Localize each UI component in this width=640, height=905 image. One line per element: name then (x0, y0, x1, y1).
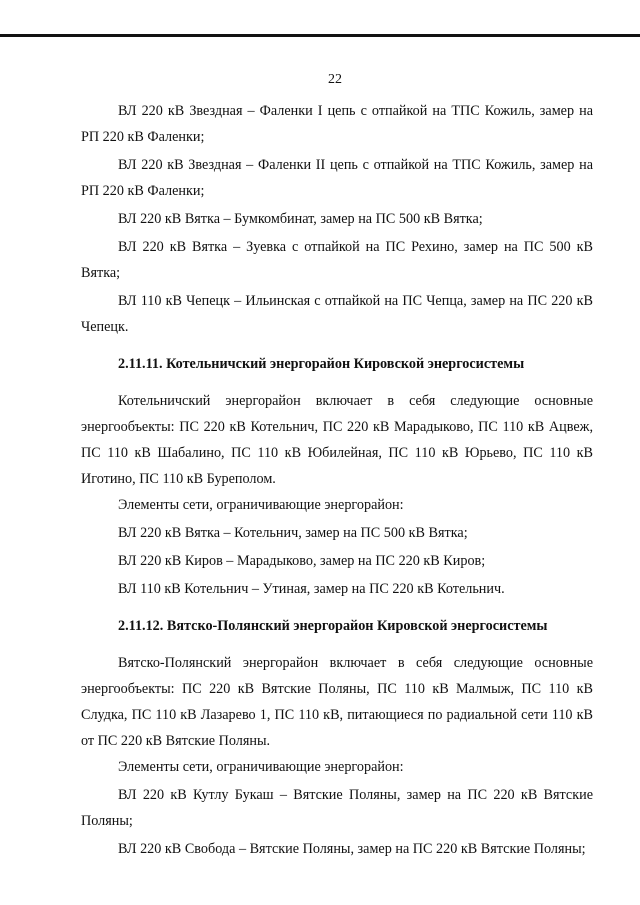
page-body (81, 98, 593, 862)
paragraph: ВЛ 220 кВ Киров – Марадыково, замер на ПС 220 кВ Киров; (118, 553, 486, 569)
section-heading: 2.11.11. Котельничский энергорайон Кировской энергосистемы (118, 356, 525, 372)
paragraph: ВЛ 220 кВ Вятка – Бумкомбинат, замер на ПС 500 кВ Вятка; (118, 211, 483, 227)
paragraph: Вятско-Полянский энергорайон включает в себя следующие основные энергообъекты: ПС 220 кВ Вятские Поляны, ПС 110 кВ Малмыж, ПС 110 кВ Слудка, ПС 110 кВ Лазарево 1, ПС 110 кВ, питающиеся по радиальной сети 110 кВ от ПС 220 кВ Вятские Поляны. (81, 655, 593, 749)
top-border-line (0, 34, 640, 37)
section-heading: 2.11.12. Вятско-Полянский энергорайон Кировской энергосистемы (118, 618, 548, 634)
paragraph: Котельничский энергорайон включает в себя следующие основные энергообъекты: ПС 220 кВ Котельнич, ПС 220 кВ Марадыково, ПС 110 кВ Ацвеж, ПС 110 кВ Шабалино, ПС 110 кВ Юбилейная, ПС 110 кВ Юрьево, ПС 110 кВ Иготино, ПС 110 кВ Буреполом. (81, 393, 593, 487)
paragraph: ВЛ 220 кВ Звездная – Фаленки II цепь с отпайкой на ТПС Кожиль, замер на РП 220 кВ Фаленки; (81, 157, 593, 199)
paragraph: Элементы сети, ограничивающие энергорайон: (118, 497, 404, 513)
paragraph: ВЛ 220 кВ Кутлу Букаш – Вятские Поляны, замер на ПС 220 кВ Вятские Поляны; (81, 787, 593, 829)
paragraph: ВЛ 220 кВ Свобода – Вятские Поляны, замер на ПС 220 кВ Вятские Поляны; (118, 841, 586, 857)
paragraph: ВЛ 220 кВ Звездная – Фаленки I цепь с отпайкой на ТПС Кожиль, замер на РП 220 кВ Фаленки; (81, 103, 593, 145)
paragraph: ВЛ 220 кВ Вятка – Зуевка с отпайкой на ПС Рехино, замер на ПС 500 кВ Вятка; (81, 239, 593, 281)
paragraph: Элементы сети, ограничивающие энергорайон: (118, 759, 404, 775)
paragraph: ВЛ 110 кВ Котельнич – Утиная, замер на ПС 220 кВ Котельнич. (118, 581, 505, 597)
paragraph: ВЛ 110 кВ Чепецк – Ильинская с отпайкой на ПС Чепца, замер на ПС 220 кВ Чепецк. (81, 293, 593, 335)
page-number: 22 (328, 72, 342, 87)
paragraph: ВЛ 220 кВ Вятка – Котельнич, замер на ПС 500 кВ Вятка; (118, 525, 468, 541)
